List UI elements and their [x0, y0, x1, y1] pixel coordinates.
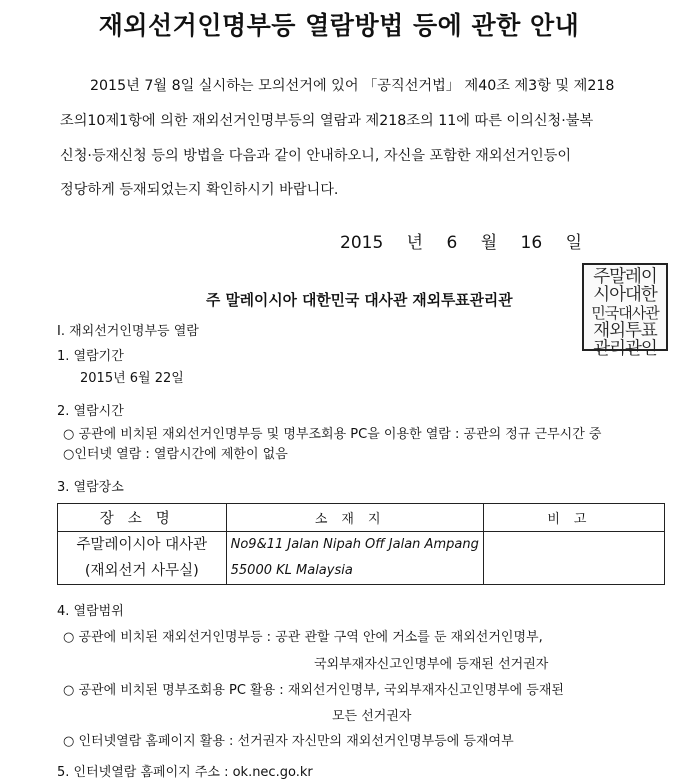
venue-name-cell — [58, 532, 227, 585]
period-value: 2015년 6월 22일 — [80, 371, 184, 386]
section-heading-inspection: I. 재외선거인명부등 열람 — [57, 324, 199, 339]
scope-item-internet-line1: ○ 인터넷열람 홈페이지 활용 : 선거권자 자신만의 재외선거인명부등에 등재여부 — [63, 734, 514, 749]
seal-line: 관리관인 — [593, 339, 657, 359]
scope-heading: 4. 열람범위 — [57, 604, 124, 619]
place-heading: 3. 열람장소 — [57, 480, 124, 495]
scope-item-pc-line1: ○ 공관에 비치된 명부조회용 PC 활용 : 재외선거인명부, 국외부재자신고인명부에 등재된 — [63, 683, 564, 698]
venue-table — [57, 503, 665, 585]
column-header-name: 장소명 — [58, 504, 227, 532]
document-title: 재외선거인명부등 열람방법 등에 관한 안내 — [98, 11, 580, 40]
venue-address-line: No9&11 Jalan Nipah Off Jalan Ampang — [230, 537, 479, 552]
seal-line: 민국대사관 — [591, 304, 659, 322]
column-header-address: 소재지 — [226, 504, 483, 532]
website-heading: 5. 인터넷열람 홈페이지 주소 : ok.nec.go.kr — [57, 765, 313, 780]
scope-item-office-line1: ○ 공관에 비치된 재외선거인명부등 : 공관 관할 구역 안에 거소를 둔 재외선거인명부, — [63, 630, 543, 645]
seal-line: 시아대한 — [593, 285, 657, 305]
hours-item-office: ○ 공관에 비치된 재외선거인명부등 및 명부조회용 PC을 이용한 열람 : 공관의 정규 근무시간 중 — [63, 427, 602, 442]
venue-address-cell — [226, 532, 483, 585]
period-heading: 1. 열람기간 — [57, 349, 124, 364]
venue-name-line: (재외선거 사무실) — [84, 563, 199, 579]
hours-heading: 2. 열람시간 — [57, 404, 124, 419]
official-seal — [582, 263, 668, 359]
notice-date: 2015 년 6 월 16 일 — [340, 233, 582, 253]
seal-line: 주말레이 — [593, 267, 657, 287]
seal-line: 재외투표 — [593, 321, 657, 341]
issuing-organization: 주 말레이시아 대한민국 대사관 재외투표관리관 — [206, 292, 513, 309]
venue-name-line: 주말레이시아 대사관 — [76, 537, 208, 553]
venue-address-line: 55000 KL Malaysia — [230, 563, 353, 578]
hours-item-internet: ○인터넷 열람 : 열람시간에 제한이 없음 — [63, 447, 288, 462]
venue-table-header — [58, 504, 665, 532]
table-row — [58, 532, 665, 585]
venue-note-cell — [483, 532, 664, 585]
column-header-note: 비고 — [483, 504, 664, 532]
scope-item-office-line2: 국외부재자신고인명부에 등재된 선거권자 — [314, 657, 549, 672]
scope-item-pc-line2: 모든 선거권자 — [332, 709, 412, 724]
